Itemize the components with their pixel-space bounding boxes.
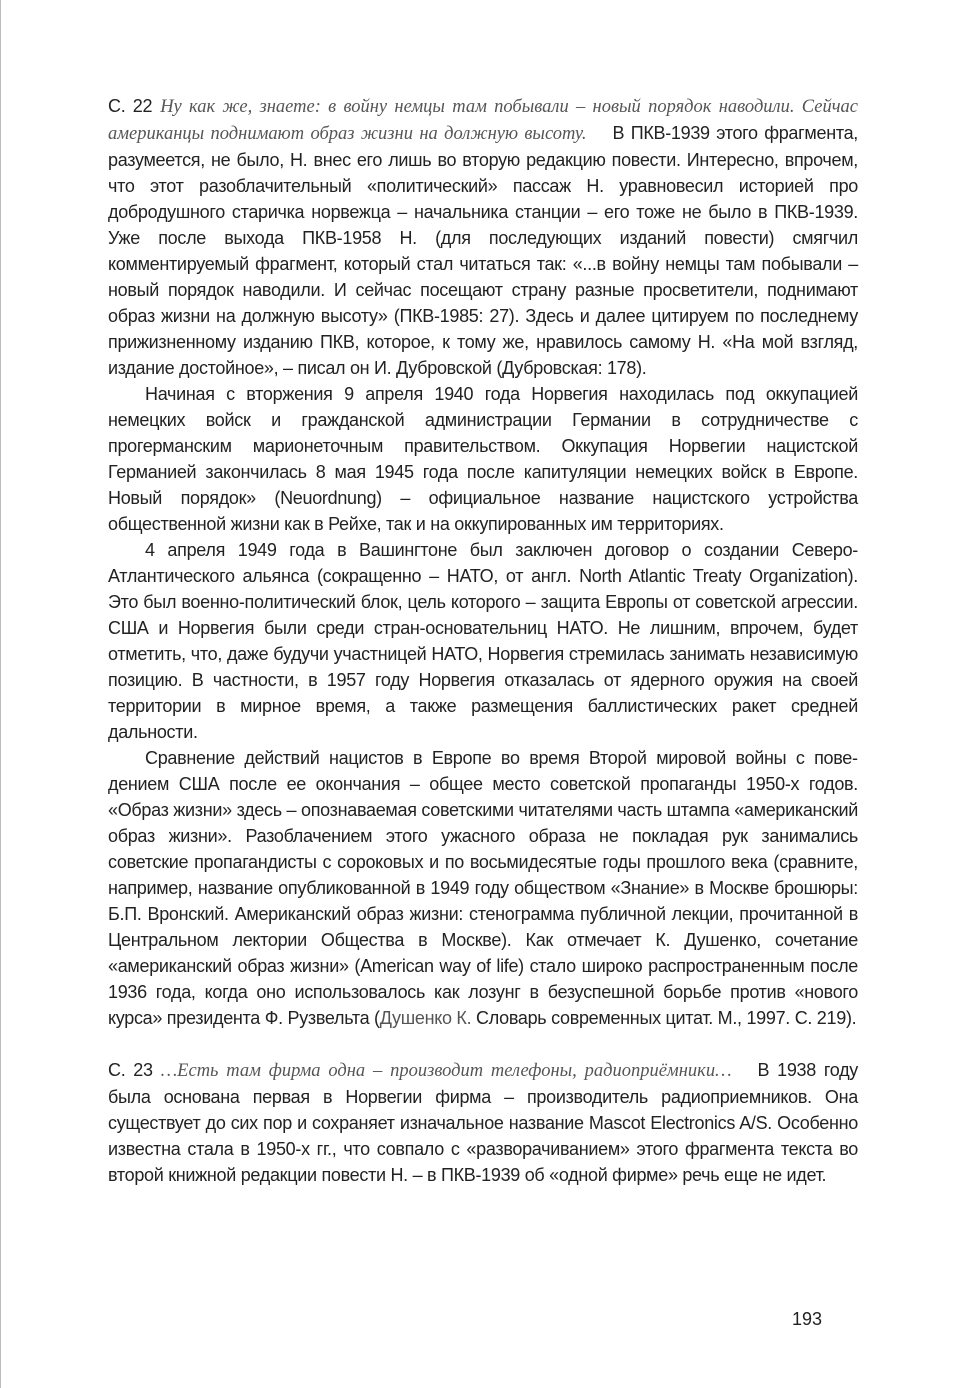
quoted-fragment: …Есть там фирма одна – производит телефоны, радиоприёмники… xyxy=(160,1061,732,1081)
paragraph-text-end: Словарь современных цитат. М., 1997. С. 219). xyxy=(471,1008,857,1028)
commentary-paragraph: В ПКВ-1939 этого фрагмента, разумеется, не было, Н. внес его лишь во вторую редакцию повести. Интересно, впрочем, что этот разоблачительный «политический» пассаж Н. уравновесил историей про добродушного старичка норвежца – начальника станции – его тоже не было в ПКВ-1939. Уже после выхода ПКВ-1958 Н. (для последующих изданий повести) смягчил комментируемый фрагмент, который стал читаться так: «...в войну немцы там побывали – новый порядок наводили. И сейчас посещают страну разные просветители, поднимают образ жизни на должную высоту» (ПКВ-1985: 27). Здесь и далее цитируем по последнему прижизненному изданию ПКВ, которое, к тому же, нравилось самому Н. «На мой взгляд, издание достойное», – писал он И. Дубровской (Дубровская: 178). xyxy=(108,123,858,378)
commentary-paragraph xyxy=(108,745,858,1031)
commentary-text xyxy=(108,93,858,1188)
page-reference: С. 23 xyxy=(108,1060,153,1080)
page-number: 193 xyxy=(791,1309,823,1329)
entry-lead-paragraph xyxy=(108,1057,858,1188)
cited-author: Душенко К. xyxy=(379,1008,472,1028)
page-reference: С. 22 xyxy=(108,96,153,116)
commentary-paragraph: 4 апреля 1949 года в Вашингтоне был заключен договор о создании Северо-Атлантического альянса (сокращенно – НАТО, от англ. North Atlantic Treaty Organization). Это был военно-политический блок, цель которого – защита Европы от советской агрессии. США и Норвегия были среди стран-основательниц НАТО. Не лишним, впрочем, будет отметить, что, даже будучи участницей НАТО, Норвегия стремилась занимать независимую позицию. В частности, в 1957 году Норвегия отказалась от ядерного оружия на своей территории в мирное время, а также размещения баллистических ракет средней дальности. xyxy=(108,540,858,742)
commentary-paragraph: Начиная с вторжения 9 апреля 1940 года Норвегия находилась под оккупацией немецких войск и гражданской администрации Германии в сотрудничестве с прогерманским марионеточным правительством. Оккупация Норвегии нацистской Германией закончилась 8 мая 1945 года после капитуляции немецких войск в Европе. Новый порядок» (Neuordnung) – официальное название нацистского устройства общественной жизни как в Рейхе, так и на оккупированных им территориях. xyxy=(108,384,858,534)
commentary-entry-p22 xyxy=(108,93,858,1031)
commentary-paragraph: В 1938 году была основана первая в Норвегии фирма – производитель радиоприемников. Она существует до сих пор и сохраняет изначальное название Mascot Electronics A/S. Особенно известна стала в 1950-х гг., что совпало с «разворачиванием» этого фрагмента текста во второй книжной редакции повести Н. – в ПКВ-1939 об «одной фирме» речь еще не идет. xyxy=(108,1060,858,1185)
entry-lead-paragraph xyxy=(108,93,858,381)
commentary-entry-p23 xyxy=(108,1057,858,1188)
paragraph-text: Сравнение действий нацистов в Европе во время Второй мировой войны с поведением США после ее окончания – общее место советской пропаганды 1950-х годов. «Образ жизни» здесь – опознаваемая советскими читателями часть штампа «американский образ жизни». Разоблачением этого ужасного образа не покладая рук занимались советские пропагандисты с сороковых и по восьмидесятые годы прошлого века (сравните, например, название опубликованной в 1949 году обществом «Знание» в Москве брошюры: Б.П. Вронский. Американский образ жизни: стенограмма публичной лекции, прочитанной в Центральном лектории Общества в Москве). Как отмечает К. Душенко, сочетание «американский образ жизни» (American way of life) стало широко распространенным после 1936 года, когда оно использовалось как лозунг в безуспешной борьбе против «нового курса» президента Ф. Рузвельта ( xyxy=(108,748,858,1028)
quoted-fragment: Ну как же, знаете: в войну немцы там побывали – новый порядок наводили. Сейчас американцы поднимают образ жизни на должную высоту. xyxy=(108,97,858,144)
